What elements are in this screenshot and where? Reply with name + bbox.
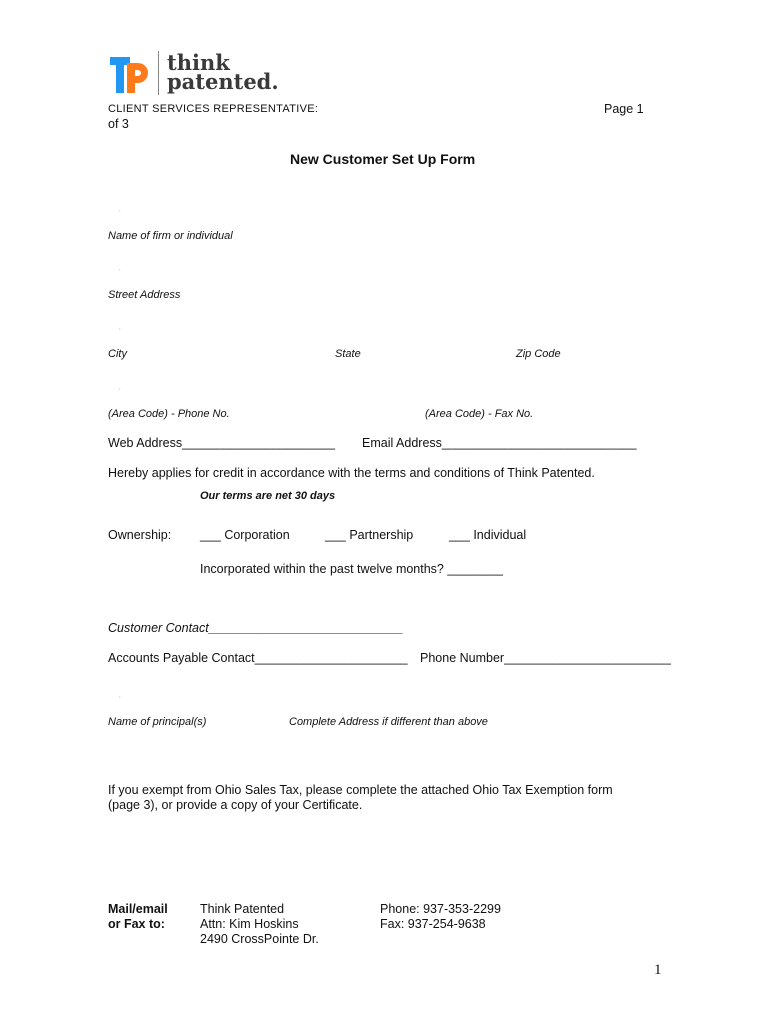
- mail-contact-numbers: [380, 902, 501, 932]
- mail-label: [108, 902, 168, 932]
- credit-terms-text: Hereby applies for credit in accordance with the terms and conditions of Think Patented.: [108, 466, 595, 480]
- field-marker: ,: [119, 207, 121, 213]
- firm-name-label: Name of firm or individual: [108, 230, 233, 242]
- page-label: Page 1: [604, 102, 644, 116]
- field-marker: ,: [119, 325, 121, 331]
- mail-address: [200, 902, 319, 947]
- mail-address-line3: 2490 CrossPointe Dr.: [200, 932, 319, 946]
- page-of-label: of 3: [108, 117, 129, 131]
- ownership-option-corporation[interactable]: ___ Corporation: [200, 528, 290, 542]
- tax-note-line2: (page 3), or provide a copy of your Certificate.: [108, 798, 363, 812]
- company-logo: [110, 49, 290, 99]
- field-marker: ,: [119, 693, 121, 699]
- mail-label-line1: Mail/email: [108, 902, 168, 916]
- ownership-option-individual[interactable]: ___ Individual: [449, 528, 527, 542]
- incorporated-question[interactable]: Incorporated within the past twelve months? ________: [200, 562, 503, 576]
- field-marker: ,: [119, 266, 121, 272]
- logo-wordmark: [167, 50, 279, 94]
- rep-label: CLIENT SERVICES REPRESENTATIVE:: [108, 103, 319, 115]
- state-label: State: [335, 348, 361, 360]
- ownership-label: Ownership:: [108, 528, 172, 542]
- principal-name-label: Name of principal(s): [108, 716, 207, 728]
- logo-line-patented: patented.: [167, 69, 279, 94]
- city-label: City: [108, 348, 127, 360]
- phone-number-field[interactable]: Phone Number________________________: [420, 651, 671, 665]
- tax-note-line1: If you exempt from Ohio Sales Tax, please complete the attached Ohio Tax Exemption form: [108, 783, 613, 797]
- web-address-field[interactable]: Web Address______________________: [108, 436, 336, 450]
- ownership-option-partnership[interactable]: ___ Partnership: [325, 528, 414, 542]
- zip-label: Zip Code: [516, 348, 561, 360]
- logo-line-think: think: [167, 50, 230, 75]
- mail-label-line2: or Fax to:: [108, 917, 165, 931]
- footer-page-number: 1: [654, 962, 662, 978]
- field-marker: ,: [119, 385, 121, 391]
- fax-label: (Area Code) - Fax No.: [425, 408, 534, 420]
- mail-phone: Phone: 937-353-2299: [380, 902, 501, 916]
- net-terms-text: Our terms are net 30 days: [200, 490, 336, 502]
- tp-monogram-logo-icon: [110, 55, 152, 97]
- ap-contact-field[interactable]: Accounts Payable Contact______________________: [108, 651, 408, 665]
- customer-contact-field[interactable]: Customer Contact____________________________: [108, 621, 404, 635]
- principal-address-label: Complete Address if different than above: [289, 716, 488, 728]
- logo-divider: [158, 51, 159, 95]
- mail-fax: Fax: 937-254-9638: [380, 917, 486, 931]
- mail-address-line1: Think Patented: [200, 902, 285, 916]
- phone-label: (Area Code) - Phone No.: [108, 408, 230, 420]
- street-label: Street Address: [108, 289, 181, 301]
- email-address-field[interactable]: Email Address____________________________: [362, 436, 637, 450]
- form-title: New Customer Set Up Form: [290, 151, 476, 167]
- mail-address-line2: Attn: Kim Hoskins: [200, 917, 299, 931]
